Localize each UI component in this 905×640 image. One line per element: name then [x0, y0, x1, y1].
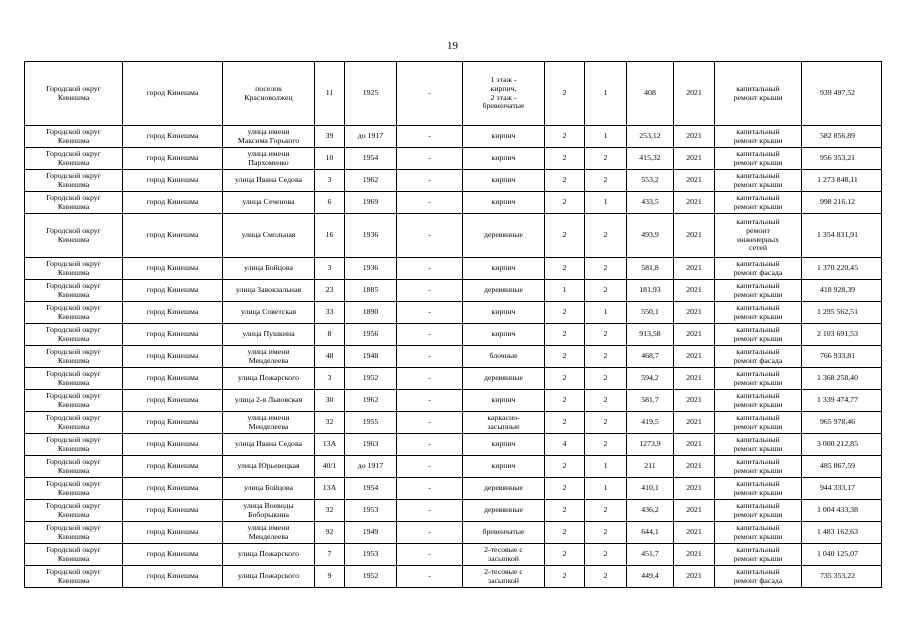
area-cell: 913,58 [627, 324, 674, 346]
entrances-cell: 2 [585, 214, 627, 258]
repair-year-cell: 2021 [674, 346, 715, 368]
floors-cell: 2 [545, 214, 585, 258]
city-cell: город Кинешма [123, 192, 223, 214]
entrances-cell: 1 [585, 456, 627, 478]
area-cell: 581,7 [627, 390, 674, 412]
street-cell: поселок Красноволжец [223, 62, 315, 126]
work-type-cell: капитальный ремонт крыши [715, 522, 802, 544]
house-number-cell: 3 [315, 368, 345, 390]
table-row [25, 214, 882, 258]
cost-cell: 735 353,22 [802, 566, 882, 588]
cost-cell: 1 004 433,38 [802, 500, 882, 522]
municipality-cell: Городской округ Кинешма [25, 214, 123, 258]
work-type-cell: капитальный ремонт крыши [715, 456, 802, 478]
area-cell: 550,1 [627, 302, 674, 324]
table-body [25, 62, 882, 588]
cost-cell: 582 856,89 [802, 126, 882, 148]
street-cell: улица Ивана Седова [223, 434, 315, 456]
construction-year-cell: 1954 [345, 478, 397, 500]
entrances-cell: 1 [585, 478, 627, 500]
municipality-cell: Городской округ Кинешма [25, 126, 123, 148]
area-cell: 468,7 [627, 346, 674, 368]
work-type-cell: капитальный ремонт крыши [715, 148, 802, 170]
cost-cell: 965 978,46 [802, 412, 882, 434]
city-cell: город Кинешма [123, 126, 223, 148]
dash-cell: - [397, 280, 463, 302]
cost-cell: 1 295 562,51 [802, 302, 882, 324]
house-number-cell: 7 [315, 544, 345, 566]
repair-year-cell: 2021 [674, 126, 715, 148]
table-row [25, 302, 882, 324]
street-cell: улица Пожарского [223, 566, 315, 588]
floors-cell: 2 [545, 390, 585, 412]
street-cell: улица Пушкина [223, 324, 315, 346]
city-cell: город Кинешма [123, 170, 223, 192]
house-number-cell: 16 [315, 214, 345, 258]
housing-repair-table [24, 61, 882, 588]
street-cell: улица имени Пархоменко [223, 148, 315, 170]
municipality-cell: Городской округ Кинешма [25, 62, 123, 126]
entrances-cell: 2 [585, 390, 627, 412]
floors-cell: 2 [545, 192, 585, 214]
entrances-cell: 2 [585, 500, 627, 522]
entrances-cell: 2 [585, 368, 627, 390]
floors-cell: 2 [545, 346, 585, 368]
work-type-cell: капитальный ремонт крыши [715, 302, 802, 324]
floors-cell: 4 [545, 434, 585, 456]
area-cell: 594,2 [627, 368, 674, 390]
dash-cell: - [397, 434, 463, 456]
house-number-cell: 11 [315, 62, 345, 126]
dash-cell: - [397, 346, 463, 368]
entrances-cell: 2 [585, 566, 627, 588]
municipality-cell: Городской округ Кинешма [25, 390, 123, 412]
repair-year-cell: 2021 [674, 390, 715, 412]
construction-year-cell: 1962 [345, 170, 397, 192]
area-cell: 181,93 [627, 280, 674, 302]
construction-year-cell: до 1917 [345, 126, 397, 148]
floors-cell: 2 [545, 522, 585, 544]
floors-cell: 2 [545, 126, 585, 148]
repair-year-cell: 2021 [674, 522, 715, 544]
dash-cell: - [397, 456, 463, 478]
table-row [25, 434, 882, 456]
construction-year-cell: 1955 [345, 412, 397, 434]
city-cell: город Кинешма [123, 544, 223, 566]
house-number-cell: 23 [315, 280, 345, 302]
street-cell: улица 2-я Львовская [223, 390, 315, 412]
cost-cell: 766 933,81 [802, 346, 882, 368]
municipality-cell: Городской округ Кинешма [25, 478, 123, 500]
city-cell: город Кинешма [123, 324, 223, 346]
area-cell: 408 [627, 62, 674, 126]
construction-year-cell: 1956 [345, 324, 397, 346]
municipality-cell: Городской округ Кинешма [25, 192, 123, 214]
repair-year-cell: 2021 [674, 280, 715, 302]
work-type-cell: капитальный ремонт фасада [715, 566, 802, 588]
table-row [25, 126, 882, 148]
work-type-cell: капитальный ремонт фасада [715, 258, 802, 280]
table-row [25, 368, 882, 390]
construction-year-cell: 1953 [345, 500, 397, 522]
dash-cell: - [397, 192, 463, 214]
dash-cell: - [397, 258, 463, 280]
house-number-cell: 13А [315, 478, 345, 500]
city-cell: город Кинешма [123, 302, 223, 324]
construction-year-cell: до 1917 [345, 456, 397, 478]
area-cell: 1273,9 [627, 434, 674, 456]
area-cell: 415,32 [627, 148, 674, 170]
house-number-cell: 3 [315, 258, 345, 280]
repair-year-cell: 2021 [674, 500, 715, 522]
work-type-cell: капитальный ремонт крыши [715, 368, 802, 390]
city-cell: город Кинешма [123, 62, 223, 126]
entrances-cell: 2 [585, 412, 627, 434]
house-number-cell: 6 [315, 192, 345, 214]
street-cell: улица имени Максима Горького [223, 126, 315, 148]
repair-year-cell: 2021 [674, 324, 715, 346]
dash-cell: - [397, 148, 463, 170]
entrances-cell: 2 [585, 148, 627, 170]
street-cell: улица Ивана Седова [223, 170, 315, 192]
table-row [25, 390, 882, 412]
entrances-cell: 1 [585, 192, 627, 214]
floors-cell: 2 [545, 456, 585, 478]
construction-year-cell: 1885 [345, 280, 397, 302]
dash-cell: - [397, 302, 463, 324]
construction-year-cell: 1969 [345, 192, 397, 214]
work-type-cell: капитальный ремонт крыши [715, 390, 802, 412]
wall-material-cell: деревянные [463, 368, 545, 390]
wall-material-cell: кирпич [463, 390, 545, 412]
construction-year-cell: 1954 [345, 148, 397, 170]
municipality-cell: Городской округ Кинешма [25, 412, 123, 434]
work-type-cell: капитальный ремонт крыши [715, 500, 802, 522]
cost-cell: 1 483 162,63 [802, 522, 882, 544]
floors-cell: 2 [545, 478, 585, 500]
entrances-cell: 2 [585, 170, 627, 192]
floors-cell: 2 [545, 544, 585, 566]
table-row [25, 566, 882, 588]
table-row [25, 170, 882, 192]
house-number-cell: 8 [315, 324, 345, 346]
city-cell: город Кинешма [123, 390, 223, 412]
area-cell: 644,1 [627, 522, 674, 544]
work-type-cell: капитальный ремонт крыши [715, 170, 802, 192]
repair-year-cell: 2021 [674, 544, 715, 566]
street-cell: улица Сеченова [223, 192, 315, 214]
house-number-cell: 32 [315, 412, 345, 434]
floors-cell: 2 [545, 302, 585, 324]
wall-material-cell: 1 этаж - кирпич, 2 этаж - бревенчатые [463, 62, 545, 126]
entrances-cell: 2 [585, 324, 627, 346]
work-type-cell: капитальный ремонт крыши [715, 544, 802, 566]
table-row [25, 192, 882, 214]
entrances-cell: 1 [585, 62, 627, 126]
area-cell: 553,2 [627, 170, 674, 192]
municipality-cell: Городской округ Кинешма [25, 170, 123, 192]
street-cell: улица Пожарского [223, 368, 315, 390]
house-number-cell: 10 [315, 148, 345, 170]
work-type-cell: капитальный ремонт крыши [715, 192, 802, 214]
dash-cell: - [397, 324, 463, 346]
street-cell: улица Завокзальная [223, 280, 315, 302]
wall-material-cell: кирпич [463, 456, 545, 478]
dash-cell: - [397, 478, 463, 500]
construction-year-cell: 1963 [345, 434, 397, 456]
street-cell: улица Юрьевецкая [223, 456, 315, 478]
area-cell: 211 [627, 456, 674, 478]
house-number-cell: 9 [315, 566, 345, 588]
cost-cell: 485 867,59 [802, 456, 882, 478]
repair-year-cell: 2021 [674, 170, 715, 192]
street-cell: улица Бойцова [223, 258, 315, 280]
entrances-cell: 2 [585, 346, 627, 368]
dash-cell: - [397, 566, 463, 588]
city-cell: город Кинешма [123, 456, 223, 478]
table-row [25, 346, 882, 368]
work-type-cell: капитальный ремонт крыши [715, 280, 802, 302]
table-row [25, 280, 882, 302]
street-cell: улица Воеводы Боборыкина [223, 500, 315, 522]
table-row [25, 500, 882, 522]
cost-cell: 1 273 848,11 [802, 170, 882, 192]
city-cell: город Кинешма [123, 566, 223, 588]
dash-cell: - [397, 126, 463, 148]
floors-cell: 2 [545, 412, 585, 434]
municipality-cell: Городской округ Кинешма [25, 500, 123, 522]
cost-cell: 939 497,52 [802, 62, 882, 126]
municipality-cell: Городской округ Кинешма [25, 302, 123, 324]
house-number-cell: 32 [315, 500, 345, 522]
area-cell: 419,5 [627, 412, 674, 434]
wall-material-cell: кирпич [463, 148, 545, 170]
construction-year-cell: 1890 [345, 302, 397, 324]
work-type-cell: капитальный ремонт инженерных сетей [715, 214, 802, 258]
work-type-cell: капитальный ремонт крыши [715, 324, 802, 346]
house-number-cell: 48 [315, 346, 345, 368]
city-cell: город Кинешма [123, 434, 223, 456]
construction-year-cell: 1936 [345, 258, 397, 280]
repair-year-cell: 2021 [674, 192, 715, 214]
house-number-cell: 33 [315, 302, 345, 324]
wall-material-cell: кирпич [463, 302, 545, 324]
municipality-cell: Городской округ Кинешма [25, 522, 123, 544]
entrances-cell: 2 [585, 258, 627, 280]
municipality-cell: Городской округ Кинешма [25, 434, 123, 456]
area-cell: 493,9 [627, 214, 674, 258]
area-cell: 451,7 [627, 544, 674, 566]
street-cell: улица имени Менделеева [223, 346, 315, 368]
street-cell: улица Пожарского [223, 544, 315, 566]
wall-material-cell: бревенчатые [463, 522, 545, 544]
repair-year-cell: 2021 [674, 434, 715, 456]
repair-year-cell: 2021 [674, 456, 715, 478]
page-number: 19 [447, 40, 458, 52]
city-cell: город Кинешма [123, 214, 223, 258]
floors-cell: 2 [545, 500, 585, 522]
table-row [25, 62, 882, 126]
entrances-cell: 2 [585, 544, 627, 566]
table-row [25, 258, 882, 280]
municipality-cell: Городской округ Кинешма [25, 324, 123, 346]
street-cell: улица имени Менделеева [223, 522, 315, 544]
work-type-cell: капитальный ремонт крыши [715, 126, 802, 148]
entrances-cell: 2 [585, 280, 627, 302]
dash-cell: - [397, 368, 463, 390]
city-cell: город Кинешма [123, 500, 223, 522]
wall-material-cell: деревянные [463, 214, 545, 258]
wall-material-cell: блочные [463, 346, 545, 368]
cost-cell: 956 353,21 [802, 148, 882, 170]
cost-cell: 1 339 474,77 [802, 390, 882, 412]
work-type-cell: капитальный ремонт крыши [715, 412, 802, 434]
cost-cell: 1 354 831,91 [802, 214, 882, 258]
cost-cell: 3 000 212,85 [802, 434, 882, 456]
wall-material-cell: деревянные [463, 500, 545, 522]
dash-cell: - [397, 170, 463, 192]
repair-year-cell: 2021 [674, 258, 715, 280]
area-cell: 449,4 [627, 566, 674, 588]
construction-year-cell: 1949 [345, 522, 397, 544]
wall-material-cell: кирпич [463, 258, 545, 280]
floors-cell: 2 [545, 258, 585, 280]
repair-year-cell: 2021 [674, 214, 715, 258]
entrances-cell: 1 [585, 126, 627, 148]
wall-material-cell: кирпич [463, 434, 545, 456]
table-row [25, 324, 882, 346]
dash-cell: - [397, 522, 463, 544]
floors-cell: 2 [545, 566, 585, 588]
table-row [25, 412, 882, 434]
municipality-cell: Городской округ Кинешма [25, 258, 123, 280]
house-number-cell: 39 [315, 126, 345, 148]
house-number-cell: 92 [315, 522, 345, 544]
construction-year-cell: 1925 [345, 62, 397, 126]
city-cell: город Кинешма [123, 412, 223, 434]
repair-year-cell: 2021 [674, 148, 715, 170]
house-number-cell: 3 [315, 170, 345, 192]
cost-cell: 418 928,39 [802, 280, 882, 302]
area-cell: 433,5 [627, 192, 674, 214]
dash-cell: - [397, 500, 463, 522]
municipality-cell: Городской округ Кинешма [25, 346, 123, 368]
cost-cell: 998 216,12 [802, 192, 882, 214]
street-cell: улица Смольная [223, 214, 315, 258]
city-cell: город Кинешма [123, 346, 223, 368]
house-number-cell: 30 [315, 390, 345, 412]
wall-material-cell: кирпич [463, 170, 545, 192]
dash-cell: - [397, 412, 463, 434]
city-cell: город Кинешма [123, 258, 223, 280]
cost-cell: 1 368 258,40 [802, 368, 882, 390]
area-cell: 253,12 [627, 126, 674, 148]
work-type-cell: капитальный ремонт крыши [715, 434, 802, 456]
repair-year-cell: 2021 [674, 478, 715, 500]
repair-year-cell: 2021 [674, 566, 715, 588]
dash-cell: - [397, 390, 463, 412]
table-row [25, 456, 882, 478]
municipality-cell: Городской округ Кинешма [25, 368, 123, 390]
municipality-cell: Городской округ Кинешма [25, 280, 123, 302]
dash-cell: - [397, 62, 463, 126]
cost-cell: 944 333,17 [802, 478, 882, 500]
street-cell: улица имени Менделеева [223, 412, 315, 434]
area-cell: 436,2 [627, 500, 674, 522]
cost-cell: 2 103 691,53 [802, 324, 882, 346]
city-cell: город Кинешма [123, 148, 223, 170]
municipality-cell: Городской округ Кинешма [25, 544, 123, 566]
city-cell: город Кинешма [123, 280, 223, 302]
wall-material-cell: деревянные [463, 478, 545, 500]
house-number-cell: 40/1 [315, 456, 345, 478]
floors-cell: 1 [545, 280, 585, 302]
construction-year-cell: 1952 [345, 566, 397, 588]
floors-cell: 2 [545, 148, 585, 170]
repair-year-cell: 2021 [674, 412, 715, 434]
construction-year-cell: 1962 [345, 390, 397, 412]
wall-material-cell: деревянные [463, 280, 545, 302]
municipality-cell: Городской округ Кинешма [25, 456, 123, 478]
table-row [25, 544, 882, 566]
municipality-cell: Городской округ Кинешма [25, 148, 123, 170]
work-type-cell: капитальный ремонт фасада [715, 346, 802, 368]
wall-material-cell: кирпич [463, 324, 545, 346]
area-cell: 581,8 [627, 258, 674, 280]
work-type-cell: капитальный ремонт крыши [715, 62, 802, 126]
city-cell: город Кинешма [123, 522, 223, 544]
table-row [25, 148, 882, 170]
floors-cell: 2 [545, 368, 585, 390]
wall-material-cell: 2-тесовые с засыпкой [463, 544, 545, 566]
construction-year-cell: 1948 [345, 346, 397, 368]
construction-year-cell: 1952 [345, 368, 397, 390]
wall-material-cell: кирпич [463, 192, 545, 214]
repair-year-cell: 2021 [674, 62, 715, 126]
repair-year-cell: 2021 [674, 368, 715, 390]
street-cell: улица Бойцова [223, 478, 315, 500]
entrances-cell: 1 [585, 302, 627, 324]
area-cell: 410,1 [627, 478, 674, 500]
dash-cell: - [397, 544, 463, 566]
construction-year-cell: 1953 [345, 544, 397, 566]
street-cell: улица Советская [223, 302, 315, 324]
floors-cell: 2 [545, 170, 585, 192]
construction-year-cell: 1936 [345, 214, 397, 258]
entrances-cell: 2 [585, 434, 627, 456]
wall-material-cell: 2-тесовые с засыпкой [463, 566, 545, 588]
repair-year-cell: 2021 [674, 302, 715, 324]
work-type-cell: капитальный ремонт крыши [715, 478, 802, 500]
city-cell: город Кинешма [123, 368, 223, 390]
table-row [25, 522, 882, 544]
city-cell: город Кинешма [123, 478, 223, 500]
house-number-cell: 13А [315, 434, 345, 456]
entrances-cell: 2 [585, 522, 627, 544]
municipality-cell: Городской округ Кинешма [25, 566, 123, 588]
floors-cell: 2 [545, 62, 585, 126]
cost-cell: 1 040 125,07 [802, 544, 882, 566]
table-row [25, 478, 882, 500]
wall-material-cell: каркасно- засыпные [463, 412, 545, 434]
dash-cell: - [397, 214, 463, 258]
wall-material-cell: кирпич [463, 126, 545, 148]
cost-cell: 1 370 220,45 [802, 258, 882, 280]
floors-cell: 2 [545, 324, 585, 346]
